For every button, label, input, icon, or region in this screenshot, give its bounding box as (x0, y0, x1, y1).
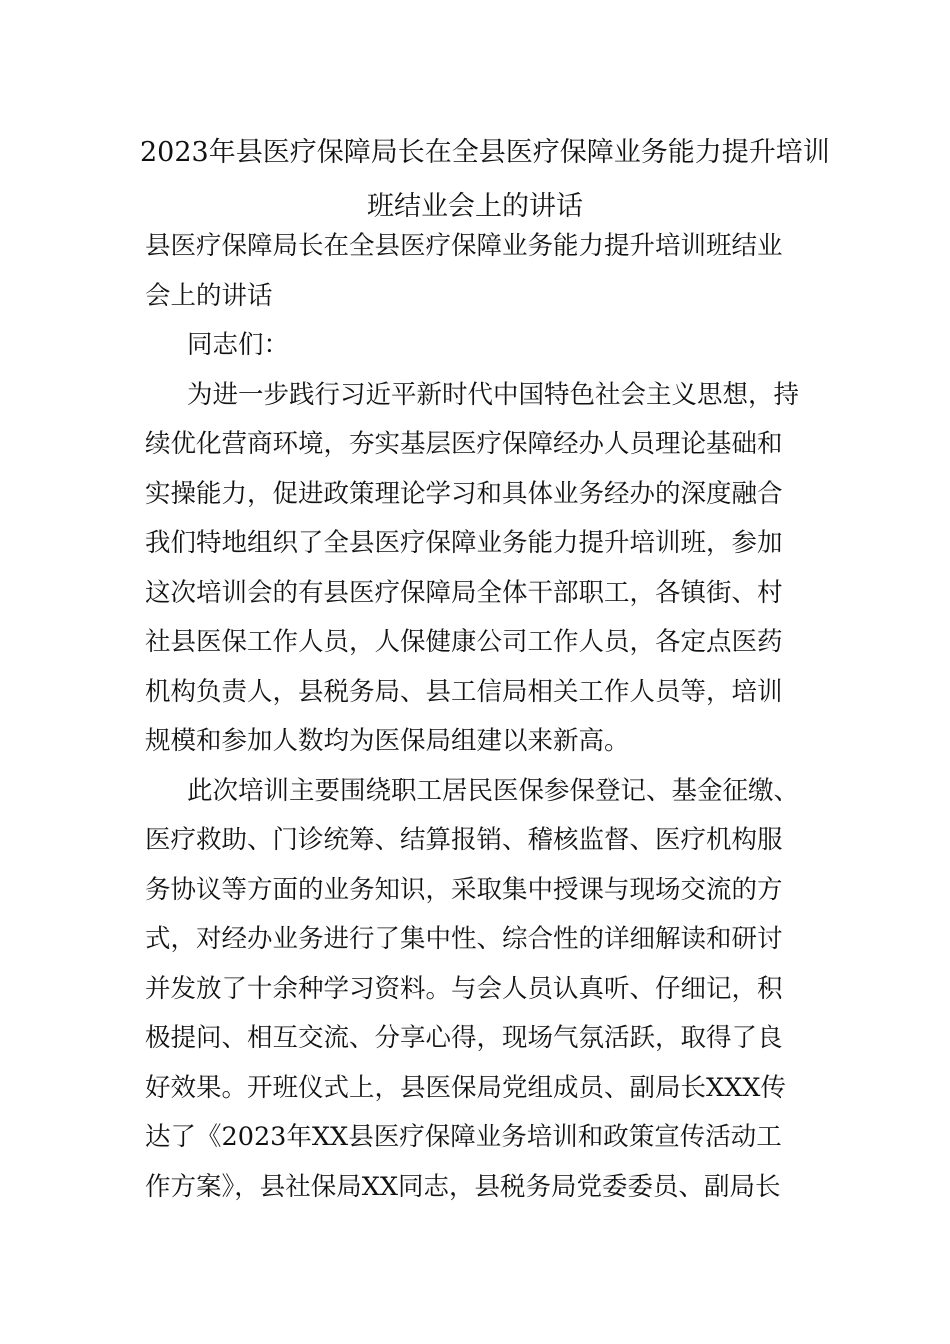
document-body (145, 222, 810, 1212)
paragraph-1 (145, 371, 810, 767)
subtitle-line-2: 会上的讲话 (145, 280, 273, 311)
paragraph-2 (145, 767, 810, 1213)
title-line-1: 2023年县医疗保障局长在全县医疗保障业务能力提升培训 (140, 137, 830, 168)
paragraph-1-line: 规模和参加人数均为医保局组建以来新高。 (145, 726, 630, 756)
paragraph-1-line: 为进一步践行习近平新时代中国特色社会主义思想，持 (187, 379, 800, 410)
paragraph-2-line: 极提问、相互交流、分享心得，现场气氛活跃，取得了良 (145, 1023, 783, 1053)
paragraph-2-line: 医疗救助、门诊统筹、结算报销、稽核监督、医疗机构服 (145, 825, 783, 855)
title-line-2: 班结业会上的讲话 (367, 191, 583, 222)
subtitle-line-1: 县医疗保障局长在全县医疗保障业务能力提升培训班结业 (145, 231, 783, 261)
salutation: 同志们： (187, 330, 290, 360)
paragraph-2-line: 此次培训主要围绕职工居民医保参保登记、基金征缴、 (187, 775, 800, 806)
paragraph-1-line: 这次培训会的有县医疗保障局全体干部职工，各镇街、村 (145, 577, 783, 608)
document-title (140, 126, 830, 234)
paragraph-1-line: 续优化营商环境，夯实基层医疗保障经办人员理论基础和 (145, 429, 783, 459)
paragraph-2-line: 达了《2023年XX县医疗保障业务培训和政策宣传活动工 (145, 1122, 782, 1152)
paragraph-1-line: 实操能力，促进政策理论学习和具体业务经办的深度融合 (145, 478, 783, 509)
paragraph-2-line: 作方案》，县社保局XX同志，县税务局党委委员、副局长 (145, 1171, 781, 1202)
paragraph-1-line: 机构负责人，县税务局、县工信局相关工作人员等，培训 (145, 676, 783, 707)
paragraph-1-line: 社县医保工作人员，人保健康公司工作人员，各定点医药 (145, 627, 783, 657)
paragraph-2-line: 并发放了十余种学习资料。与会人员认真听、仔细记，积 (145, 973, 783, 1004)
paragraph-2-line: 好效果。开班仪式上，县医保局党组成员、副局长XXX传 (145, 1072, 786, 1103)
paragraph-2-line: 务协议等方面的业务知识，采取集中授课与现场交流的方 (145, 874, 783, 905)
paragraph-1-line: 我们特地组织了全县医疗保障业务能力提升培训班，参加 (145, 528, 783, 558)
paragraph-2-line: 式，对经办业务进行了集中性、综合性的详细解读和研讨 (145, 924, 783, 954)
